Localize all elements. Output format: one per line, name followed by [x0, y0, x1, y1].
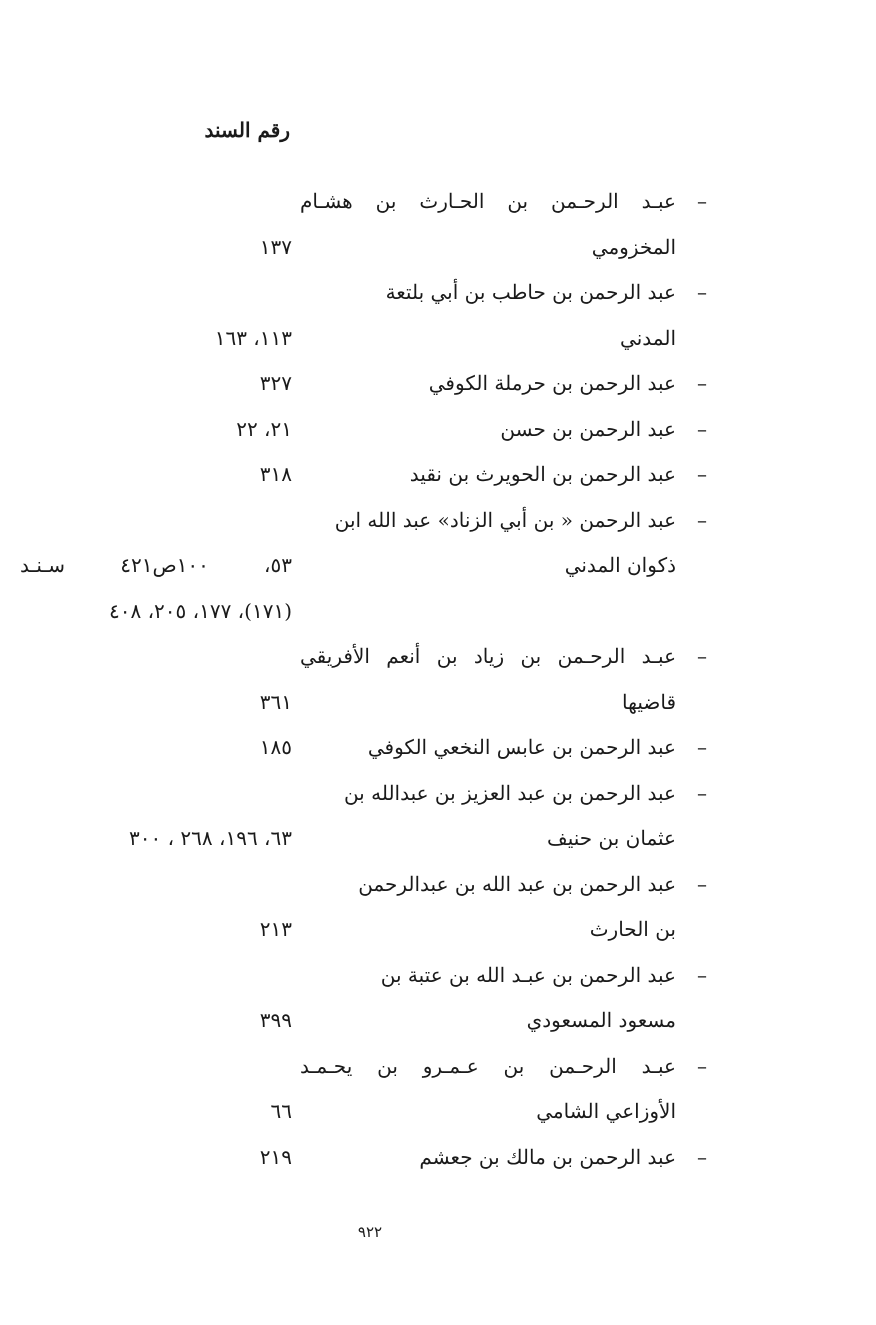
entry-name-line: عبد الرحمن بن الحويرث بن نقيد	[409, 462, 676, 486]
entry-name-line: عبد الرحمن بن عبد العزيز بن عبدالله بن	[343, 781, 676, 805]
entry-name-line	[300, 594, 676, 628]
entry-reference-numbers: ٦٣، ١٩٦، ٢٦٨ ، ٣٠٠	[129, 826, 292, 850]
entry-name-line: عبـد الرحـمن بن عـمـرو بن يحـمـد	[300, 1054, 676, 1078]
entry-name-line: عبـد الرحـمن بن الحـارث بن هشـام	[300, 189, 676, 213]
entry-reference-numbers	[20, 184, 292, 218]
entry-bullet-dash: –	[697, 644, 707, 668]
entry-reference-numbers: ٥٣، ١٠٠ص٤٢١ سـنـد	[20, 553, 292, 577]
entry-name-line: المخزومي	[591, 235, 676, 259]
entry-name-line: المدني	[620, 326, 676, 350]
entry-reference-numbers: ٣١٨	[259, 462, 292, 486]
entry-bullet-dash: –	[697, 417, 707, 441]
entry-reference-numbers: ١٨٥	[259, 735, 292, 759]
entry-reference-numbers: ٣٦١	[259, 690, 292, 714]
entry-name-line: عبد الرحمن « بن أبي الزناد» عبد الله ابن	[334, 508, 676, 532]
entry-bullet-dash: –	[697, 371, 707, 395]
entry-reference-numbers: ٢١٣	[259, 917, 292, 941]
entry-reference-numbers: ٦٦	[270, 1099, 292, 1123]
entry-name-line: الأوزاعي الشامي	[536, 1099, 676, 1123]
entry-name-line: عبد الرحمن بن عبد الله بن عبدالرحمن	[358, 872, 676, 896]
entry-reference-numbers	[20, 503, 292, 537]
entry-reference-numbers	[20, 867, 292, 901]
entry-reference-numbers	[20, 639, 292, 673]
entry-name-line: عبد الرحمن بن حسن	[500, 417, 676, 441]
entry-name-line: بن الحارث	[589, 917, 676, 941]
entry-reference-numbers	[20, 1049, 292, 1083]
entry-name-line: مسعود المسعودي	[526, 1008, 676, 1032]
entry-bullet-dash: –	[697, 189, 707, 213]
entry-bullet-dash: –	[697, 963, 707, 987]
entry-name-line: عثمان بن حنيف	[547, 826, 676, 850]
entry-name-line: عبـد الرحـمن بن زياد بن أنعم الأفريقي	[300, 644, 676, 668]
entry-name-line: عبد الرحمن بن حرملة الكوفي	[428, 371, 676, 395]
entry-reference-numbers: ٢١٩	[259, 1145, 292, 1169]
entry-bullet-dash: –	[697, 1054, 707, 1078]
entry-bullet-dash: –	[697, 280, 707, 304]
entry-name-line: عبد الرحمن بن عابس النخعي الكوفي	[367, 735, 676, 759]
entry-reference-numbers: ٣٢٧	[259, 371, 292, 395]
entry-reference-numbers: ٢١، ٢٢	[236, 417, 292, 441]
entry-reference-numbers: (١٧١)، ١٧٧، ٢٠٥، ٤٠٨	[109, 599, 292, 623]
entry-name-line: عبد الرحمن بن حاطب بن أبي بلتعة	[385, 280, 676, 304]
entry-bullet-dash: –	[697, 462, 707, 486]
entry-bullet-dash: –	[697, 872, 707, 896]
entry-reference-numbers: ١٣٧	[259, 235, 292, 259]
entry-bullet-dash: –	[697, 508, 707, 532]
entry-bullet-dash: –	[697, 735, 707, 759]
entry-name-line: قاضيها	[622, 690, 676, 714]
entry-reference-numbers	[20, 776, 292, 810]
entry-reference-numbers	[20, 958, 292, 992]
page-number: ٩٢٢	[357, 1223, 383, 1241]
entry-reference-numbers: ١١٣، ١٦٣	[214, 326, 292, 350]
entry-name-line: عبد الرحمن بن عبـد الله بن عتبة بن	[380, 963, 676, 987]
entry-bullet-dash: –	[697, 781, 707, 805]
entry-name-line: عبد الرحمن بن مالك بن جعشم	[419, 1145, 676, 1169]
column-header-document-number: رقم السند	[204, 118, 290, 142]
entry-reference-numbers	[20, 275, 292, 309]
entry-bullet-dash: –	[697, 1145, 707, 1169]
entry-reference-numbers: ٣٩٩	[259, 1008, 292, 1032]
entry-name-line: ذكوان المدني	[564, 553, 676, 577]
